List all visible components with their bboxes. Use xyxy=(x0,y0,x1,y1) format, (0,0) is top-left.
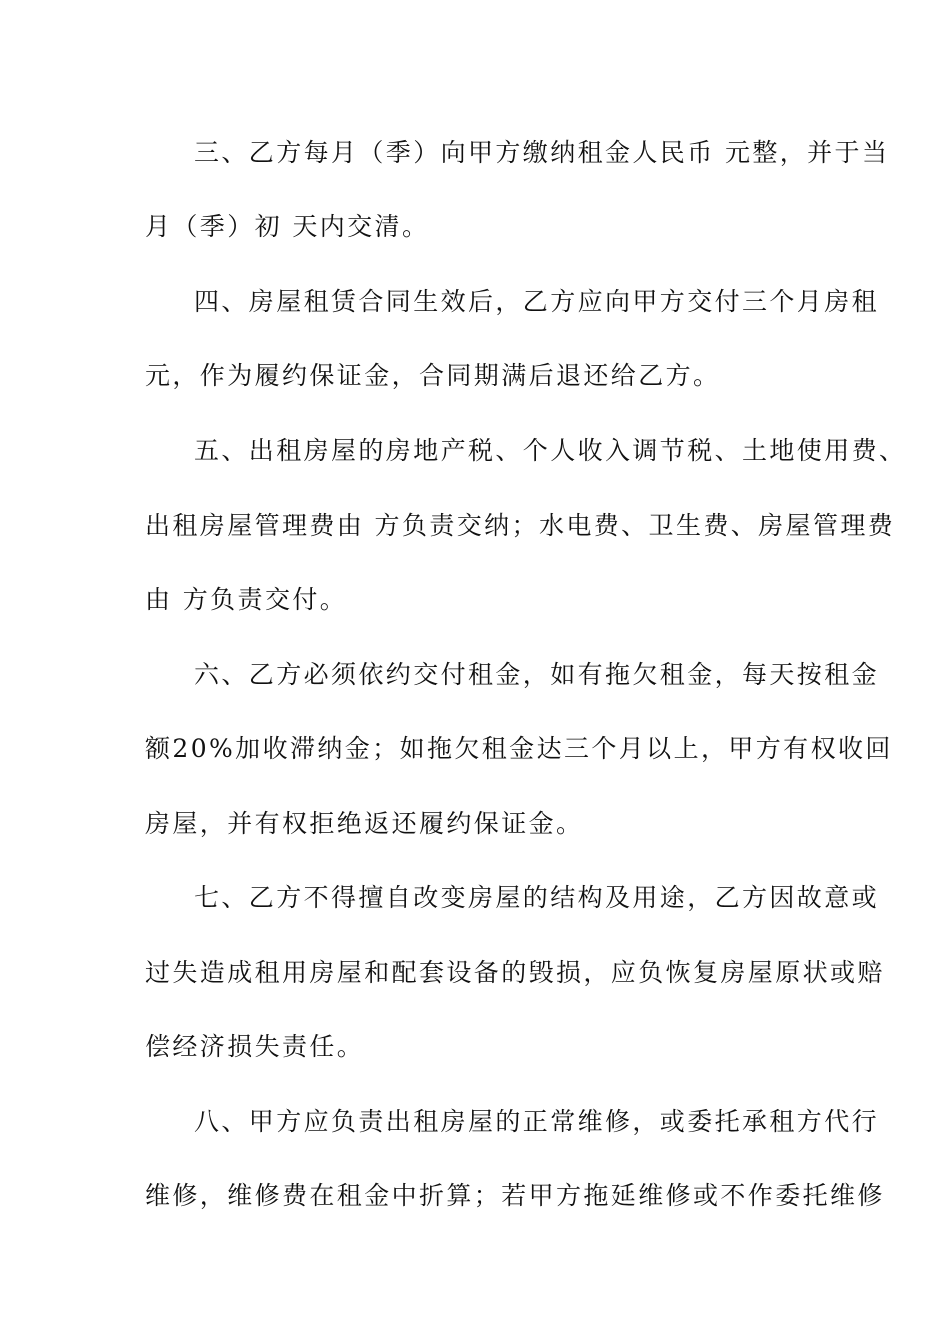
clause-6-line-1: 六、乙方必须依约交付租金，如有拖欠租金，每天按租金 xyxy=(194,660,880,689)
clause-3-line-2: 月（季）初 天内交清。 xyxy=(145,212,430,241)
clause-6-line-2: 额20%加收滞纳金；如拖欠租金达三个月以上，甲方有权收回 xyxy=(145,734,893,763)
clause-4-line-1: 四、房屋租赁合同生效后，乙方应向甲方交付三个月房租 xyxy=(194,287,880,316)
clause-8-line-1: 八、甲方应负责出租房屋的正常维修，或委托承租方代行 xyxy=(194,1107,880,1136)
clause-4-line-2: 元，作为履约保证金，合同期满后退还给乙方。 xyxy=(145,361,721,390)
clause-7-line-1: 七、乙方不得擅自改变房屋的结构及用途，乙方因故意或 xyxy=(194,883,880,912)
clause-5-line-2: 出租房屋管理费由 方负责交纳；水电费、卫生费、房屋管理费 xyxy=(145,511,896,540)
clause-5-line-1: 五、出租房屋的房地产税、个人收入调节税、土地使用费、 xyxy=(194,436,907,465)
clause-7-line-3: 偿经济损失责任。 xyxy=(145,1032,365,1061)
clause-7-line-2: 过失造成租用房屋和配套设备的毁损，应负恢复房屋原状或赔 xyxy=(145,958,885,987)
clause-6-line-3: 房屋，并有权拒绝返还履约保证金。 xyxy=(145,809,584,838)
clause-5-line-3: 由 方负责交付。 xyxy=(145,585,348,614)
clause-8-line-2: 维修，维修费在租金中折算；若甲方拖延维修或不作委托维修 xyxy=(145,1181,885,1210)
clause-3-line-1: 三、乙方每月（季）向甲方缴纳租金人民币 元整，并于当 xyxy=(194,138,890,167)
